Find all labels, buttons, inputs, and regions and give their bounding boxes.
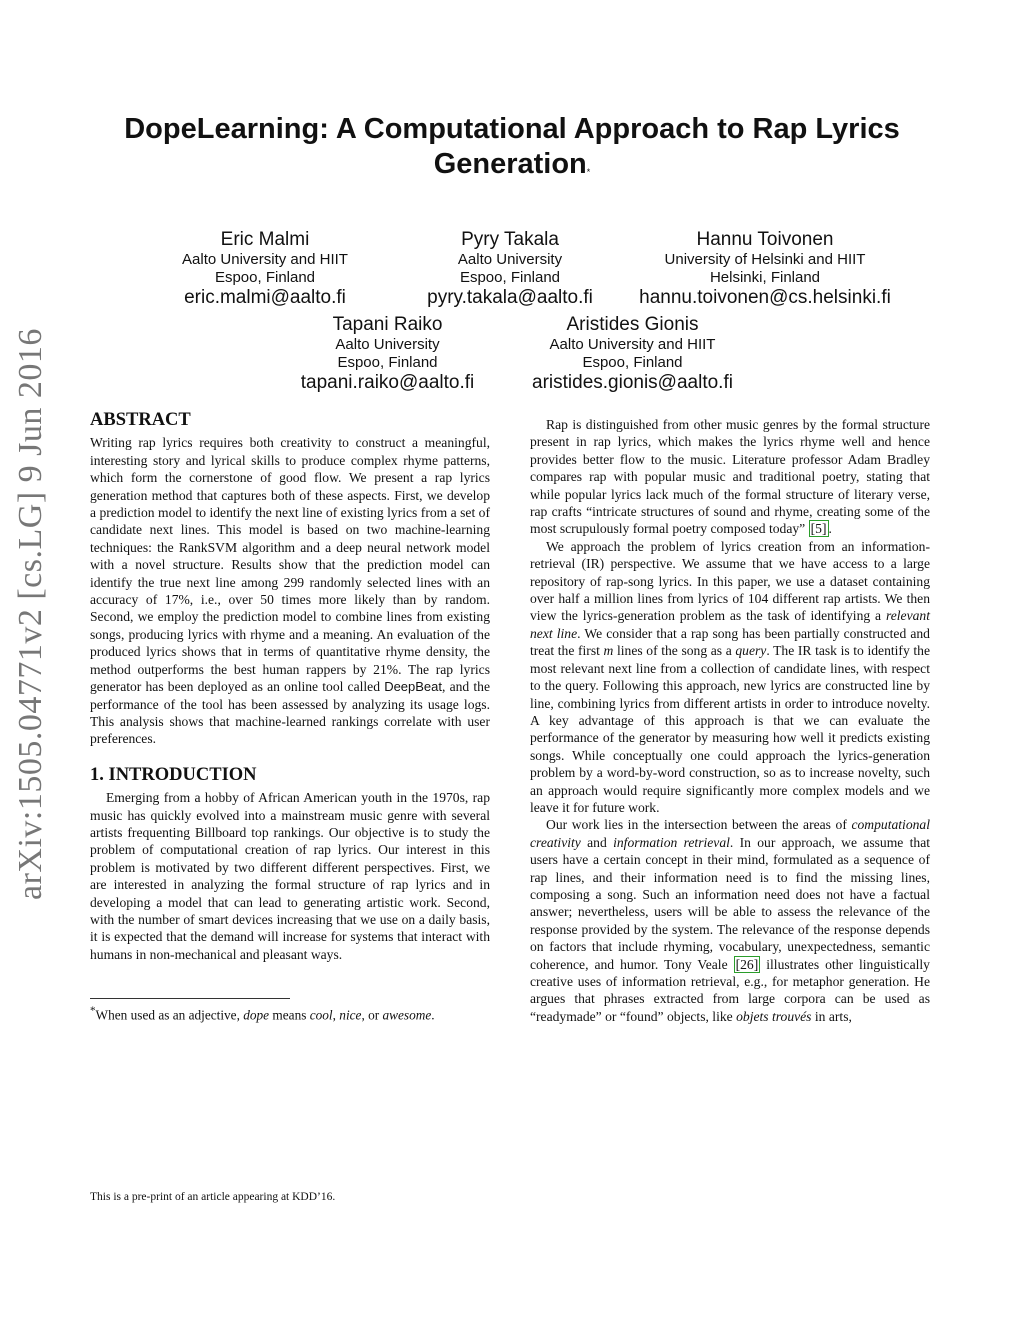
author-name: Hannu Toivonen	[696, 229, 834, 250]
paragraph-text: .	[828, 521, 832, 537]
title-block	[60, 112, 964, 182]
paragraph-text: and	[587, 834, 607, 850]
footnote-rule	[90, 998, 290, 999]
author-name: Eric Malmi	[220, 229, 310, 250]
footnote-text: ,	[332, 1007, 336, 1023]
footnote-text: .	[431, 1007, 435, 1023]
emphasis-term: query	[735, 643, 767, 659]
intro-paragraph-4	[530, 816, 930, 1025]
footnote-term: cool	[309, 1007, 333, 1023]
paragraph-text: Emerging from a hobby of African American youth in the 1970s, rap music has quickly evolved into a mainstream music genre with several artists frequenting Billboard top rankings. Our objective is to study the problem of computational creation of rap lyrics. Our interest in this problem is motivated by two different different perspectives. First, we are interested in analyzing the formal structure of rap lyrics and in developing a model that can lead to generating artistic work. Second, with the number of smart devices increasing that we use on a daily basis, it is expected that the demand will increase for systems that interact with humans in non-mechanical and pleasant ways.	[90, 790, 490, 962]
paragraph-text: in arts,	[814, 1008, 852, 1024]
abstract-text: Writing rap lyrics requires both creativity to construct a meaningful, interesting story and lyrical skills to produce complex rhyme patterns, which form the cornerstone of good flow. We present a rap lyrics generation method that captures both of these aspects. First, we develop a prediction model to identify the next line of existing lyrics from a set of candidate next lines. This model is based on two machine-learning techniques: the RankSVM algorithm and a deep neural network model with a novel structure. Results show that the prediction model can identify the true next line among 299 randomly selected lines with an accuracy of 17%, i.e., over 50 times more likely than by random. Second, we employ the prediction model to combine lines from existing songs, producing lyrics with rhyme and a meaning. An evaluation of the produced lyrics shows that in terms of quantitative rhyme density, the method outperforms the best human rappers by 21%. The rap lyrics generator has been deployed as an online tool called	[90, 435, 490, 695]
right-column	[530, 416, 930, 1025]
footnote-text: When used as an adjective,	[95, 1007, 240, 1023]
author-email: tapani.raiko@aalto.fi	[300, 372, 475, 393]
author-location: Espoo, Finland	[337, 354, 438, 371]
author-email: eric.malmi@aalto.fi	[184, 287, 346, 308]
author-email: aristides.gionis@aalto.fi	[532, 372, 733, 393]
citation-link[interactable]: [26]	[735, 956, 759, 972]
abstract-text: , and the performance of the tool has been assessed by analyzing its usage logs. This analysis shows that machine-learned rankings correlate with user preferences.	[90, 679, 490, 747]
abstract-paragraph	[90, 434, 490, 747]
author-block	[160, 228, 370, 309]
paragraph-text: . We consider that a rap song has been partially constructed and treat the first	[530, 625, 930, 659]
emphasis-term: objets trouvés	[736, 1008, 812, 1024]
paragraph-text: Our work lies in the intersection between the areas of	[546, 817, 847, 833]
author-block	[280, 313, 495, 394]
paragraph-text: illustrates other linguistically creative uses of information retrieval, e.g., for metaphor generation. He argues that phrases extracted from large corpora can be used as “readymade” or “found” objects, like	[530, 956, 930, 1024]
math-variable: m	[603, 643, 614, 659]
introduction-heading: 1. INTRODUCTION	[90, 764, 257, 785]
author-location: Helsinki, Finland	[709, 269, 821, 286]
paper-title-text: DopeLearning: A Computational Approach to Rap Lyrics Generation	[124, 113, 900, 180]
author-block	[515, 313, 750, 394]
paper-title	[60, 112, 964, 182]
intro-paragraph-1	[90, 789, 490, 963]
footnote-term: awesome	[382, 1007, 432, 1023]
left-column	[90, 412, 490, 963]
author-affiliation: Aalto University and HIIT	[549, 336, 716, 353]
author-name: Pyry Takala	[461, 229, 559, 250]
author-name: Tapani Raiko	[332, 314, 443, 335]
abstract-heading: ABSTRACT	[90, 410, 191, 430]
intro-paragraph-2	[530, 416, 930, 538]
author-location: Espoo, Finland	[459, 269, 561, 286]
footnote-mark: *	[90, 1005, 96, 1017]
tool-name: DeepBeat	[384, 679, 443, 695]
author-location: Espoo, Finland	[582, 354, 683, 371]
author-affiliation: University of Helsinki and HIIT	[664, 251, 866, 268]
author-affiliation: Aalto University and HIIT	[182, 251, 348, 268]
citation-link[interactable]: [5]	[810, 521, 827, 537]
author-email: pyry.takala@aalto.fi	[427, 287, 593, 308]
intro-paragraph-3	[530, 538, 930, 817]
preprint-note: This is a pre-print of an article appearing at KDD’16.	[90, 1191, 336, 1203]
paragraph-text: . The IR task is to identify the most relevant next line from a collection of candidate lines, with respect to the query. Following this approach, new lyrics are constructed line by line, combining lyrics from different artists in order to introduce novelty. A key advantage of this approach is that we can evaluate the performance of the generator by measuring how well it predicts existing songs. While conceptually one could approach the lyrics-generation problem by a word-by-word construction, so as to increase novelty, such an approach would require significantly more complex models and we leave it for future work.	[530, 643, 930, 815]
author-block	[630, 228, 900, 309]
author-name: Aristides Gionis	[566, 314, 699, 335]
paragraph-text: Rap is distinguished from other music genres by the formal structure present in rap lyrics, which makes the lyrics rhyme well and hence provides better flow to the music. Literature professor Adam Bradley compares rap with popular music and traditional poetry, stating that while popular lyrics lack much of the formal structure of literary verse, rap crafts “intricate structures of sound and rhyme, creating some of the most scrupulously formal poetry composed today”	[530, 417, 930, 537]
emphasis-term: information retrieval	[613, 834, 730, 850]
title-footnote-mark: *	[586, 167, 591, 177]
footnote-term: dope	[243, 1007, 270, 1023]
author-affiliation: Aalto University	[457, 251, 563, 268]
footnote	[90, 1003, 490, 1023]
emphasis-term: relevant next line	[530, 608, 930, 641]
footnote-term: nice	[339, 1007, 362, 1023]
author-email: hannu.toivonen@cs.helsinki.fi	[639, 287, 891, 308]
paragraph-text: . In our approach, we assume that users have a certain concept in their mind, formulated as a sequence of rap lines, and their information need is to find the missing lines, composing a song. Such an information need does not have a factual answer; nevertheless, users will be able to assess the relevance of the response provided by the system. The relevance of the response depends on factors that include rhyming, vocabulary, unexpectedness, semantic coherence, and humor. Tony Veale	[530, 834, 931, 972]
footnote-text: , or	[361, 1007, 380, 1023]
author-affiliation: Aalto University	[335, 336, 440, 353]
footnote-text: means	[272, 1007, 307, 1023]
paragraph-text: We approach the problem of lyrics creation from an information-retrieval (IR) perspective. We assume that we have access to a large repository of rap-song lyrics. In this paper, we use a dataset containing over half a million lines from lyrics of 104 different rap artists. We then view the lyrics-generation problem as the task of identifying a	[530, 538, 930, 624]
paragraph-text: lines of the song as a	[616, 643, 732, 659]
emphasis-term: computational creativity	[530, 817, 930, 850]
arxiv-identifier: arXiv:1505.04771v2 [cs.LG] 9 Jun 2016	[12, 328, 49, 900]
author-location: Espoo, Finland	[214, 269, 316, 286]
author-block	[410, 228, 610, 309]
